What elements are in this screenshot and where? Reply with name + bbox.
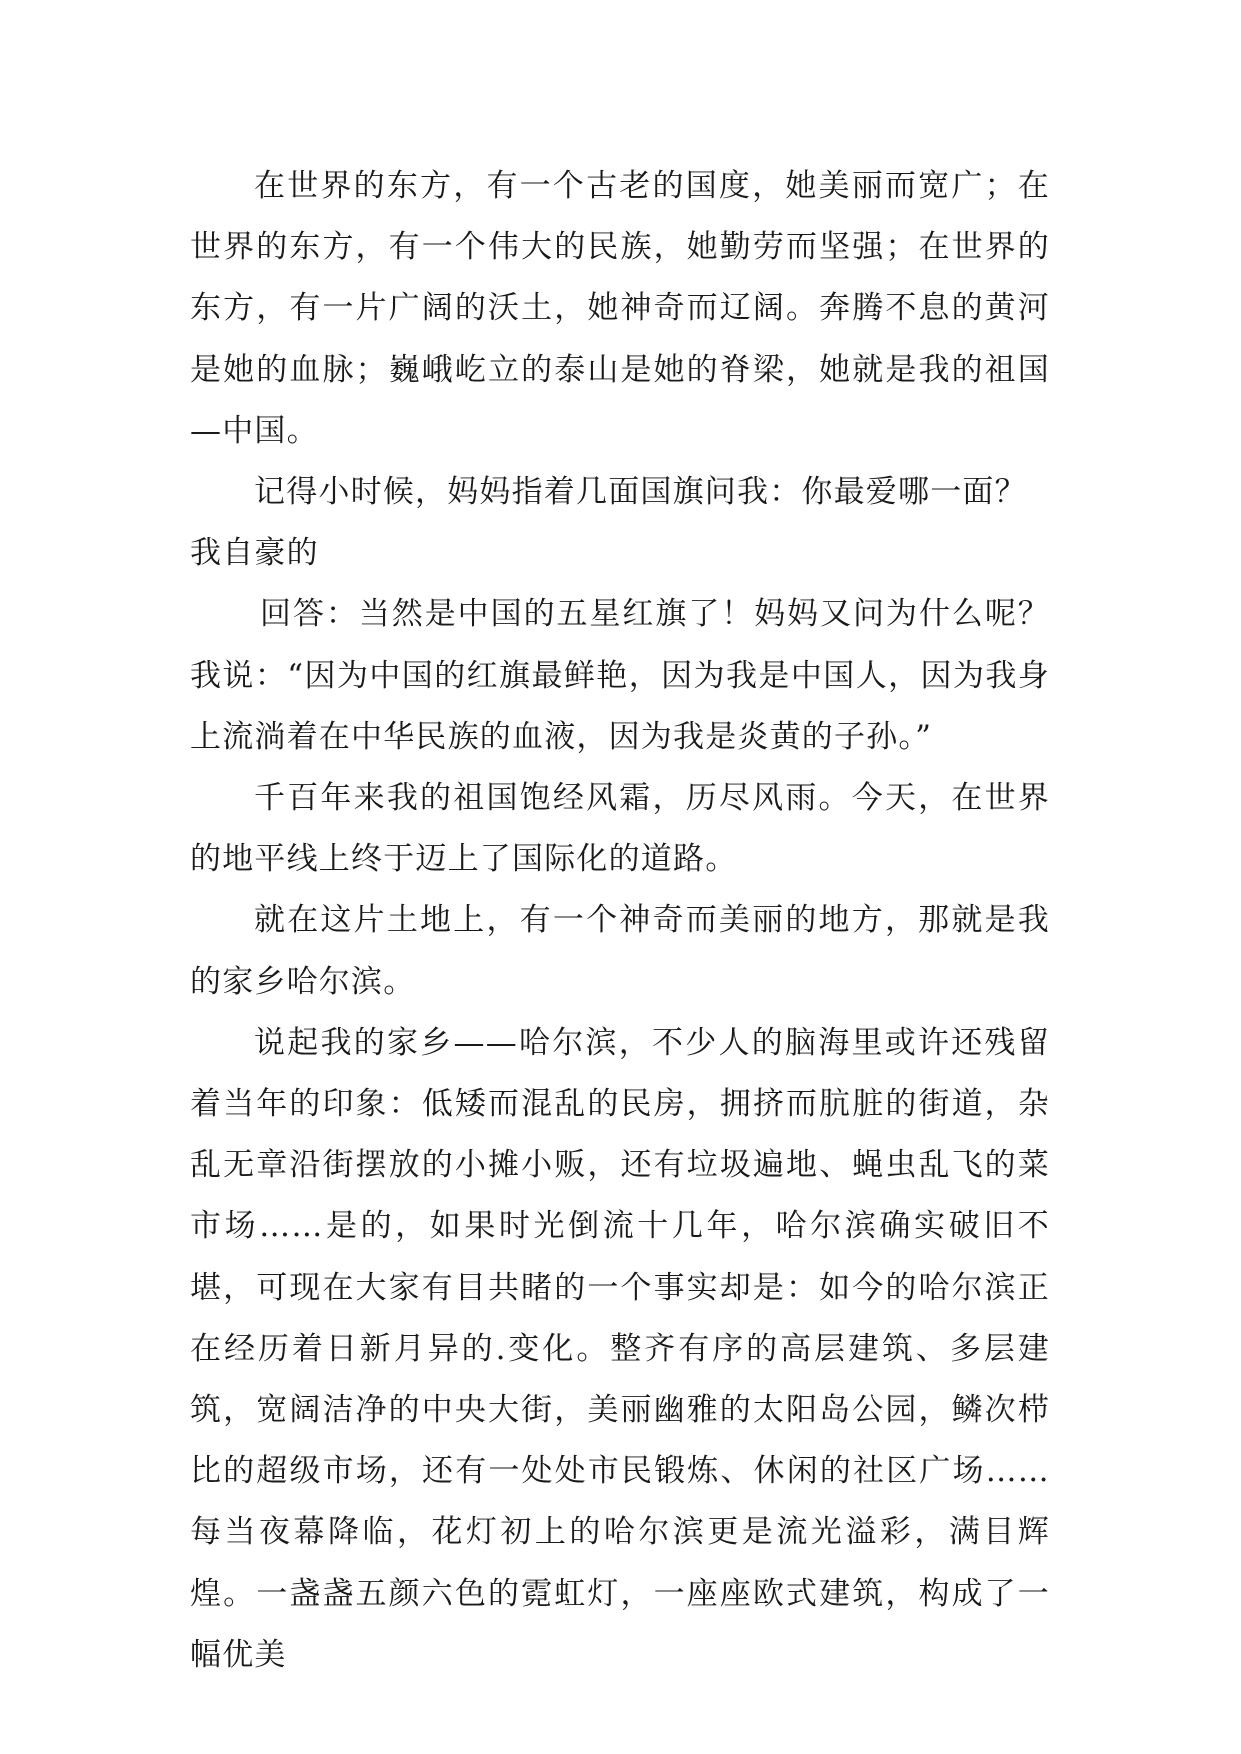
- paragraph-proud-answer-start: 我自豪的: [190, 535, 319, 572]
- paragraph-harbin-changes: 说起我的家乡——哈尔滨，不少人的脑海里或许还残留着当年的印象：低矮而混乱的民房，拥挤而肮脏的街道，杂乱无章沿街摆放的小摊小贩，还有垃圾遍地、蝇虫乱飞的菜市场……是的，如果时光倒流十几年，哈尔滨确实破旧不堪，可现在大家有目共睹的一个事实却是：如今的哈尔滨正在经历着日新月异的.变化。整齐有序的高层建筑、多层建筑，宽阔洁净的中央大街，美丽幽雅的太阳岛公园，鳞次栉比的超级市场，还有一处处市民锻炼、休闲的社区广场……每当夜幕降临，花灯初上的哈尔滨更是流光溢彩，满目辉煌。一盏盏五颜六色的霓虹灯，一座座欧式建筑，构成了一幅优美: [190, 1024, 1050, 1673]
- paragraph-answer: 回答：当然是中国的五星红旗了！妈妈又问为什么呢？我说：“因为中国的红旗最鲜艳，因为我是中国人，因为我身上流淌着在中华民族的血液，因为我是炎黄的子孙。”: [190, 596, 1050, 755]
- paragraph-childhood-question: 记得小时候，妈妈指着几面国旗问我：你最爱哪一面？: [254, 474, 1027, 511]
- paragraph-history: 千百年来我的祖国饱经风霜，历尽风雨。今天，在世界的地平线上终于迈上了国际化的道路。: [190, 780, 1050, 878]
- paragraph-motherland-intro: 在世界的东方，有一个古老的国度，她美丽而宽广；在世界的东方，有一个伟大的民族，她勤劳而坚强；在世界的东方，有一片广阔的沃土，她神奇而辽阔。奔腾不息的黄河是她的血脉；巍峨屹立的泰山是她的脊梁，她就是我的祖国—中国。: [190, 168, 1050, 449]
- paragraph-hometown-intro: 就在这片土地上，有一个神奇而美丽的地方，那就是我的家乡哈尔滨。: [190, 902, 1050, 1000]
- essay-body: [190, 156, 1050, 1686]
